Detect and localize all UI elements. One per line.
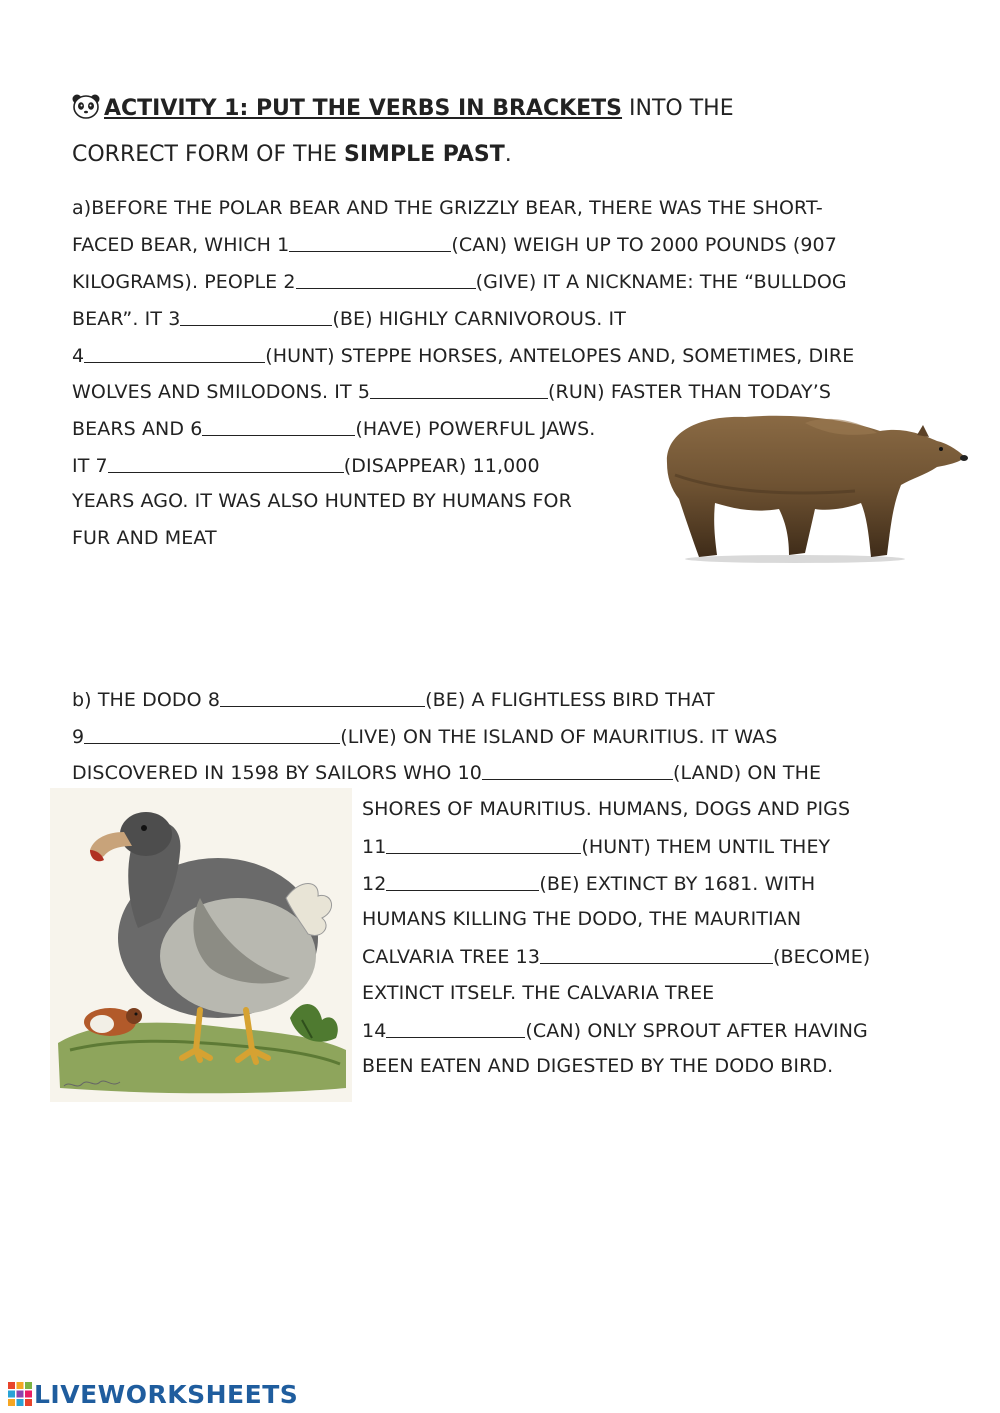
section-a-line-6	[72, 380, 831, 403]
answer-blank-11[interactable]	[386, 835, 581, 854]
answer-blank-4[interactable]	[84, 344, 265, 363]
text: (HUNT) STEPPE HORSES, ANTELOPES AND, SOMETIMES, DIRE	[265, 345, 855, 367]
text: BEAR”. IT 3	[72, 308, 181, 330]
text: HUMANS KILLING THE DODO, THE MAURITIAN	[362, 908, 802, 930]
text: KILOGRAMS). PEOPLE 2	[72, 271, 296, 293]
panda-icon	[72, 93, 100, 119]
text: FUR AND MEAT	[72, 527, 217, 549]
answer-blank-1[interactable]	[289, 233, 451, 252]
text: a)BEFORE THE POLAR BEAR AND THE GRIZZLY BEAR, THERE WAS THE SHORT-	[72, 197, 823, 219]
section-b-line-6	[362, 872, 815, 895]
answer-blank-14[interactable]	[386, 1019, 525, 1038]
text: (LAND) ON THE	[672, 762, 822, 784]
text: 11	[362, 836, 387, 858]
title-line2-end: .	[504, 142, 512, 167]
title-line2-start: CORRECT FORM OF THE	[72, 142, 345, 167]
answer-blank-7[interactable]	[108, 454, 344, 473]
section-b-line-3	[72, 761, 821, 784]
text: (LIVE) ON THE ISLAND OF MAURITIUS. IT WAS	[340, 726, 778, 748]
text: (RUN) FASTER THAN TODAY’S	[548, 381, 832, 403]
text: (CAN) WEIGH UP TO 2000 POUNDS (907	[451, 234, 837, 256]
section-b-line-2	[72, 725, 777, 748]
section-a-line-10	[72, 527, 217, 549]
answer-blank-5[interactable]	[370, 380, 548, 399]
answer-blank-8[interactable]	[220, 688, 425, 707]
title-simple-past: SIMPLE PAST	[344, 142, 505, 167]
section-b-line-9	[362, 982, 714, 1004]
title-rest: INTO THE	[622, 96, 734, 121]
text: FACED BEAR, WHICH 1	[72, 234, 290, 256]
text: (CAN) ONLY SPROUT AFTER HAVING	[525, 1020, 868, 1042]
section-b-line-7	[362, 908, 801, 930]
section-b-line-1	[72, 688, 715, 711]
title-bold: ACTIVITY 1: PUT THE VERBS IN BRACKETS	[104, 96, 623, 121]
section-b-line-11	[362, 1055, 833, 1077]
section-a-line-8	[72, 454, 540, 477]
text: BEEN EATEN AND DIGESTED BY THE DODO BIRD.	[362, 1055, 834, 1077]
text: 9	[72, 726, 85, 748]
title-line-2	[72, 132, 932, 178]
text: CALVARIA TREE 13	[362, 946, 541, 968]
answer-blank-9[interactable]	[84, 725, 340, 744]
section-a-line-7	[72, 417, 595, 440]
text: b) THE DODO 8	[72, 689, 221, 711]
text: (BE) EXTINCT BY 1681. WITH	[539, 873, 816, 895]
section-a-line-4	[72, 307, 626, 330]
answer-blank-10[interactable]	[482, 761, 673, 780]
section-a-line-3	[72, 270, 847, 293]
answer-blank-6[interactable]	[202, 417, 355, 436]
liveworksheets-footer[interactable]	[8, 1380, 298, 1408]
activity-title	[72, 86, 932, 178]
text: BEARS AND 6	[72, 418, 203, 440]
text: EXTINCT ITSELF. THE CALVARIA TREE	[362, 982, 715, 1004]
text: DISCOVERED IN 1598 BY SAILORS WHO 10	[72, 762, 482, 784]
section-b-line-4	[362, 798, 850, 820]
text: YEARS AGO. IT WAS ALSO HUNTED BY HUMANS FOR	[72, 490, 572, 512]
text: SHORES OF MAURITIUS. HUMANS, DOGS AND PIGS	[362, 798, 851, 820]
section-b-line-5	[362, 835, 830, 858]
dodo-image	[50, 788, 352, 1102]
section-a-line-5	[72, 344, 854, 367]
text: (HAVE) POWERFUL JAWS.	[355, 418, 596, 440]
text: (GIVE) IT A NICKNAME: THE “BULLDOG	[475, 271, 847, 293]
text: 14	[362, 1020, 387, 1042]
answer-blank-13[interactable]	[540, 945, 773, 964]
answer-blank-3[interactable]	[180, 307, 332, 326]
section-b-line-8	[362, 945, 870, 968]
liveworksheets-logo-icon	[8, 1382, 32, 1406]
text: (BE) HIGHLY CARNIVOROUS. IT	[332, 308, 626, 330]
text: WOLVES AND SMILODONS. IT 5	[72, 381, 371, 403]
answer-blank-2[interactable]	[296, 270, 476, 289]
short-faced-bear-image	[655, 405, 970, 565]
title-line-1	[72, 86, 932, 132]
section-a-line-1	[72, 197, 823, 219]
text: 4	[72, 345, 85, 367]
section-a-line-9	[72, 490, 572, 512]
text: IT 7	[72, 455, 108, 477]
text: 12	[362, 873, 387, 895]
text: (DISAPPEAR) 11,000	[343, 455, 540, 477]
brand-name: LIVEWORKSHEETS	[34, 1379, 299, 1409]
answer-blank-12[interactable]	[386, 872, 539, 891]
text: (BECOME)	[773, 946, 871, 968]
text: (HUNT) THEM UNTIL THEY	[581, 836, 831, 858]
section-b-line-10	[362, 1019, 868, 1042]
section-a-line-2	[72, 233, 837, 256]
text: (BE) A FLIGHTLESS BIRD THAT	[425, 689, 715, 711]
